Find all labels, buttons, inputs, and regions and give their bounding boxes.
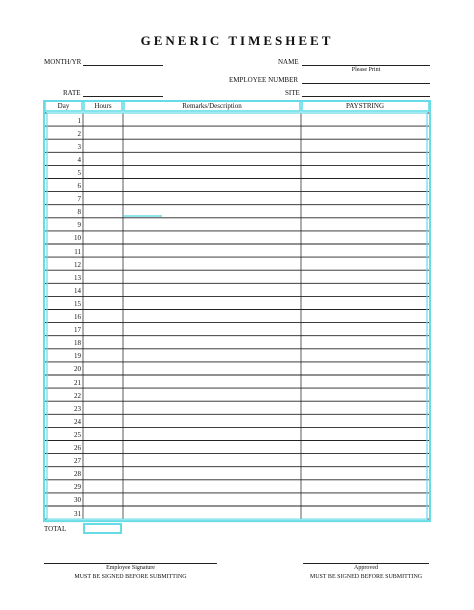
rate-label: RATE [63,89,81,97]
day-number: 19 [74,352,81,361]
day-number: 13 [74,273,81,282]
please-print-hint: Please Print [351,67,381,73]
employee-signature-note: MUST BE SIGNED BEFORE SUBMITTING [74,574,187,580]
day-number: 23 [74,404,81,413]
month-yr-label: MONTH/YR [44,58,82,66]
day-number: 3 [77,142,81,151]
employee-signature-label: Employee Signature [106,565,155,571]
day-number: 25 [74,430,81,439]
total-hours-field[interactable] [83,523,122,534]
column-header-day: Day [57,102,70,110]
day-number: 12 [74,260,81,269]
column-header-remarks: Remarks/Description [182,102,242,110]
day-number: 20 [74,365,81,374]
day-number: 11 [74,247,81,256]
day-number: 22 [74,391,81,400]
day-number: 2 [77,129,81,138]
approved-note: MUST BE SIGNED BEFORE SUBMITTING [309,574,423,580]
employee-number-label: EMPLOYEE NUMBER [229,76,299,84]
day-number: 14 [74,286,81,295]
column-header-paystring: PAYSTRING [346,102,384,110]
day-number: 1 [77,116,81,125]
day-number: 15 [74,299,81,308]
day-number: 31 [74,509,81,518]
day-number: 29 [74,483,81,492]
day-number: 30 [74,496,81,505]
day-number: 27 [74,457,81,466]
day-number: 9 [77,221,81,230]
table-frame [44,101,430,521]
approved-label: Approved [354,565,378,571]
day-number: 10 [74,234,81,243]
approved-signature-line[interactable] [303,563,429,564]
day-number: 5 [77,168,81,177]
employee-signature-line[interactable] [44,563,217,564]
site-label: SITE [285,89,300,97]
day-number: 17 [74,326,81,335]
day-number: 4 [77,155,81,164]
column-header-hours: Hours [94,102,112,110]
total-label: TOTAL [44,525,67,533]
day-number: 24 [74,417,81,426]
day-number: 21 [74,378,81,387]
day-number: 18 [74,339,81,348]
day-number: 6 [77,182,81,190]
day-number: 16 [74,313,81,321]
day-number: 7 [77,195,81,204]
day-number: 28 [74,470,81,479]
name-label: NAME [278,58,299,66]
page-title: GENERIC TIMESHEET [140,33,334,48]
day-number: 26 [74,444,81,452]
table-body-frame [47,113,427,519]
day-number: 8 [77,208,81,217]
